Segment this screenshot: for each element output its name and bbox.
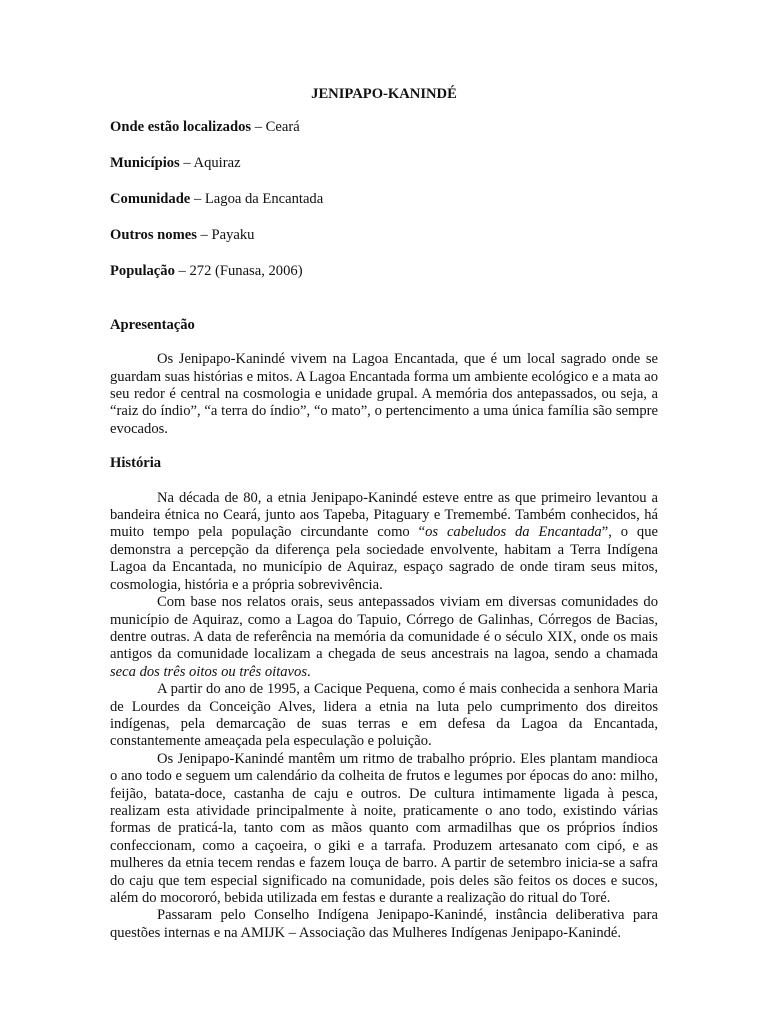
field-community-label: Comunidade	[110, 191, 191, 208]
field-location-value: – Ceará	[251, 119, 300, 136]
historia-p2-text-b: .	[307, 663, 311, 680]
field-population-label: População	[110, 263, 175, 280]
section-heading-apresentacao: Apresentação	[110, 316, 195, 333]
historia-paragraph-4: Os Jenipapo-Kanindé mantêm um ritmo de trabalho próprio. Eles plantam mandioca o ano todo e seguem um calendário da colheita de frutos e legumes por épocas do ano: milho, feijão, batata-doce, castanha de caju e outros. De cultura intimamente ligada à pesca, realizam esta atividade principalmente à noite, praticamente o ano todo, existindo várias formas de praticá-la, tanto com as mãos quanto com armadilhas que os próprios índios confeccionam, como a caçoeira, o giki e a tarrafa. Produzem artesanato com cipó, e as mulheres da etnia tecem rendas e fazem louça de barro. A partir de setembro inicia-se a safra do caju que tem especial significado na comunidade, pois deles são feitos os doces e sucos, além do mocororó, bebida utilizada em festas e durante a realização do ritual do Toré.	[110, 750, 658, 906]
field-other-names-label: Outros nomes	[110, 227, 197, 244]
field-municipalities	[110, 155, 658, 172]
field-municipalities-value: – Aquiraz	[179, 155, 241, 172]
historia-p1-emphasis: os cabeludos da Encantada	[425, 524, 602, 541]
field-location-label: Onde estão localizados	[110, 119, 252, 136]
historia-paragraph-1	[110, 490, 658, 594]
document-title: JENIPAPO-KANINDÉ	[311, 86, 457, 102]
historia-paragraph-2	[110, 594, 658, 681]
historia-p1-text-b: ”, o que demonstra a percepção da diferença pela sociedade envolvente, habitam a Terra Indígena Lagoa da Encantada, no município de Aquiraz, espaço sagrado de onde tiram seus mitos, cosmologia, história e a própria sobrevivência.	[110, 524, 658, 593]
field-population	[110, 263, 658, 280]
field-location	[110, 119, 658, 136]
apresentacao-paragraph: Os Jenipapo-Kanindé vivem na Lagoa Encantada, que é um local sagrado onde se guardam suas histórias e mitos. A Lagoa Encantada forma um ambiente ecológico e a mata ao seu redor é central na cosmologia e unidade grupal. A memória dos antepassados, ou seja, a “raiz do índio”, “a terra do índio”, “o mato”, o pertencimento a uma única família são sempre evocados.	[110, 351, 658, 437]
historia-p2-text-a: Com base nos relatos orais, seus antepassados viviam em diversas comunidades do município de Aquiraz, como a Lagoa do Tapuio, Córrego de Galinhas, Córregos de Bacias, dentre outras. A data de referência na memória da comunidade é o século XIX, onde os mais antigos da comunidade localizam a chegada de seus ancestrais na lagoa, sendo a chamada	[110, 594, 658, 663]
field-other-names-value: – Payaku	[196, 227, 255, 244]
field-population-value: – 272 (Funasa, 2006)	[174, 263, 303, 280]
field-other-names	[110, 227, 658, 244]
field-community-value: – Lagoa da Encantada	[190, 191, 324, 208]
field-municipalities-label: Municípios	[110, 155, 180, 172]
document-page	[110, 86, 658, 942]
historia-p1-text-a: Na década de 80, a etnia Jenipapo-Kanindé esteve entre as que primeiro levantou a bandeira étnica no Ceará, junto aos Tapeba, Pitaguary e Tremembé. Também conhecidos, há muito tempo pela população circundante como “	[110, 489, 658, 541]
historia-paragraph-5: Passaram pelo Conselho Indígena Jenipapo-Kanindé, instância deliberativa para questões internas e na AMIJK – Associação das Mulheres Indígenas Jenipapo-Kanindé.	[110, 907, 658, 941]
historia-p2-emphasis: seca dos três oitos ou três oitavos	[110, 663, 308, 680]
section-heading-historia: História	[110, 455, 162, 472]
field-community	[110, 191, 658, 208]
historia-paragraph-3: A partir do ano de 1995, a Cacique Pequena, como é mais conhecida a senhora Maria de Lourdes da Conceição Alves, lidera a etnia na luta pelo cumprimento dos direitos indígenas, pela demarcação de suas terras e em defesa da Lagoa da Encantada, constantemente ameaçada pela especulação e poluição.	[110, 681, 658, 750]
